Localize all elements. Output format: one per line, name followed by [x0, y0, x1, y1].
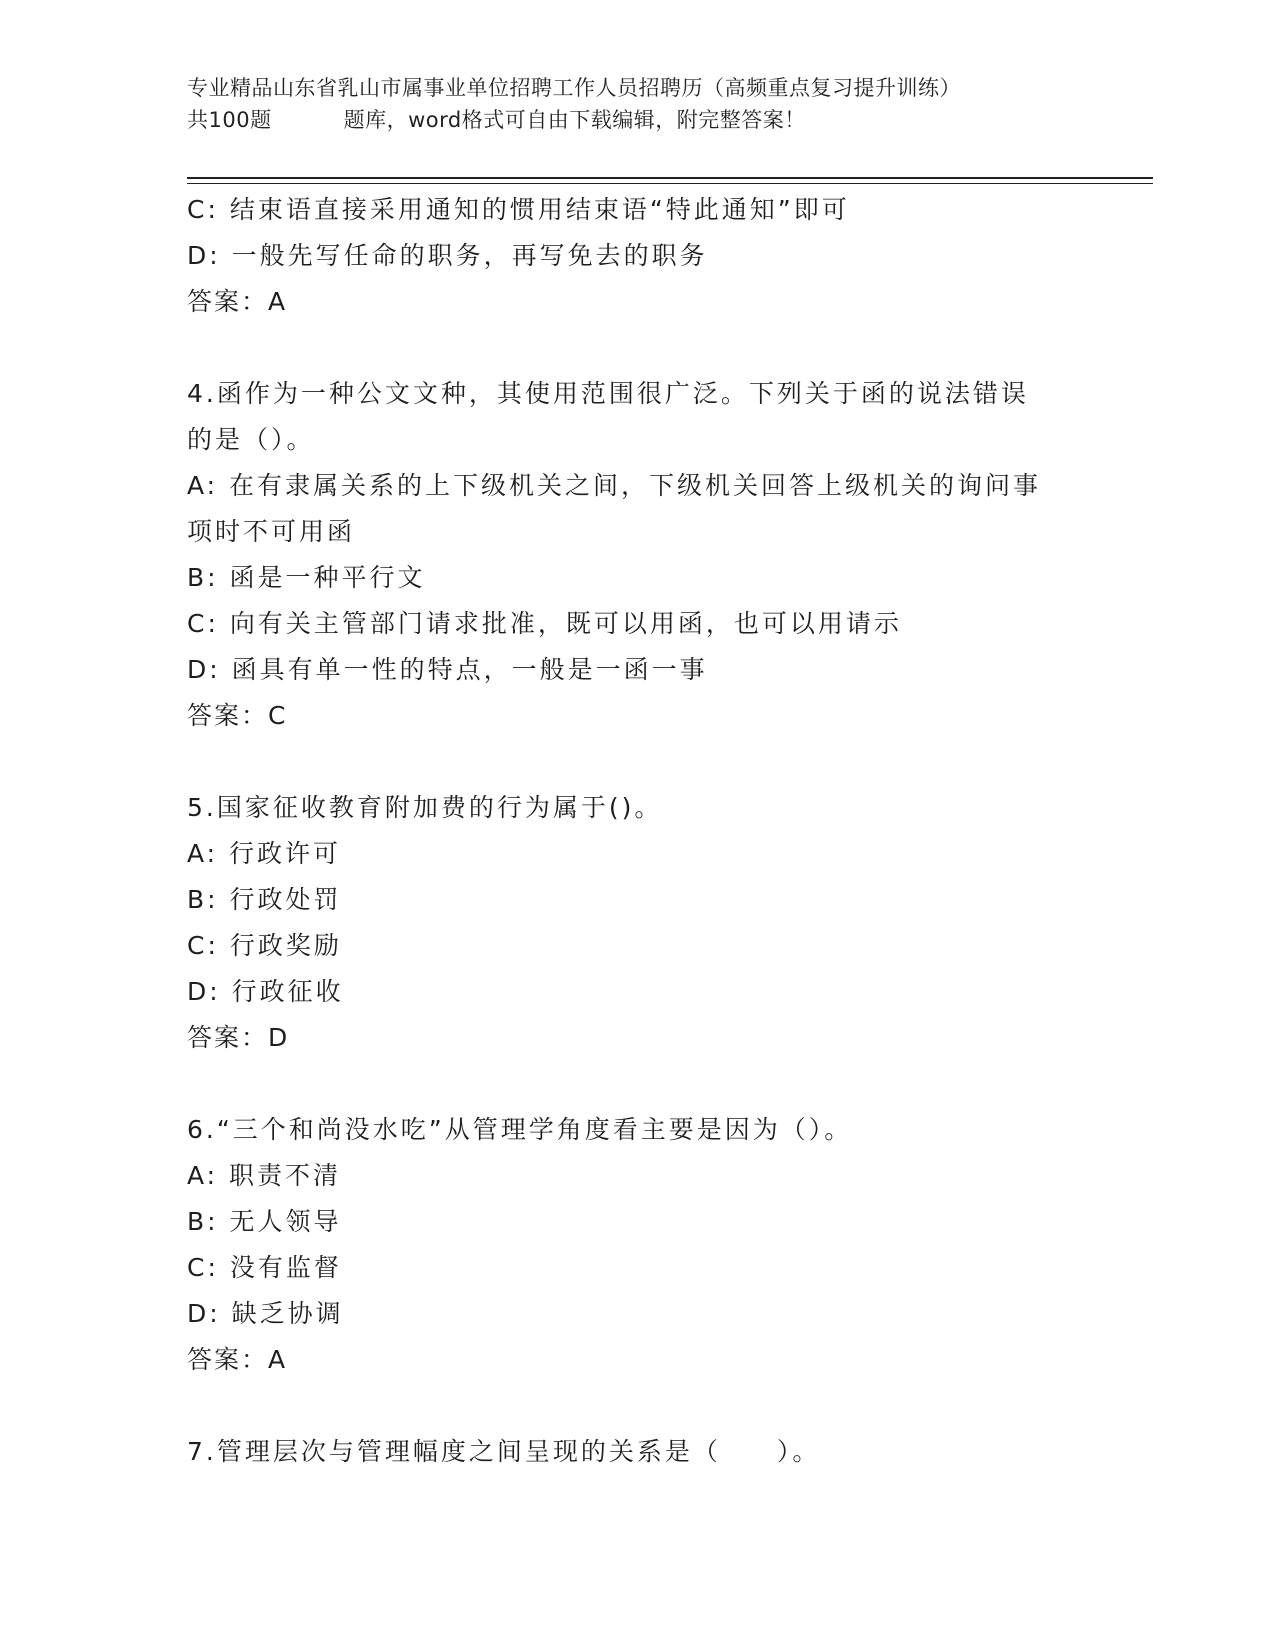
- answer-line: 答案：C: [187, 701, 288, 730]
- option-a: A: 职责不清: [187, 1161, 342, 1190]
- answer-value: C: [268, 701, 288, 730]
- option-c: C: 向有关主管部门请求批准，既可以用函，也可以用请示: [187, 609, 902, 638]
- answer-line: 答案：A: [187, 287, 288, 316]
- header-subtitle: [187, 104, 1087, 136]
- header-title: 专业精品山东省乳山市属事业单位招聘工作人员招聘历（高频重点复习提升训练）: [187, 76, 961, 100]
- option-d: D: 一般先写任命的职务，再写免去的职务: [187, 241, 708, 270]
- option-b: B: 无人领导: [187, 1207, 342, 1236]
- question-stem: 4.函作为一种公文文种，其使用范围很广泛。下列关于函的说法错误: [187, 379, 1029, 408]
- question-stem: 6.“三个和尚没水吃”从管理学角度看主要是因为（）。: [187, 1115, 853, 1144]
- question-stem-cont: 的是（）。: [187, 425, 315, 454]
- question-number: 4.: [187, 379, 217, 408]
- answer-value: A: [268, 1345, 288, 1374]
- answer-value: D: [268, 1023, 290, 1052]
- answer-value: A: [268, 287, 288, 316]
- header-divider-thick: [187, 177, 1153, 179]
- option-a: A: 行政许可: [187, 839, 342, 868]
- question-4: [187, 371, 1087, 739]
- question-6: [187, 1107, 1087, 1383]
- option-b: B: 行政处罚: [187, 885, 342, 914]
- question-list: [187, 187, 1087, 1475]
- option-d: D: 函具有单一性的特点，一般是一函一事: [187, 655, 708, 684]
- question-5: [187, 785, 1087, 1061]
- option-d: D: 行政征收: [187, 977, 344, 1006]
- question-7: [187, 1429, 1087, 1475]
- question-number: 7.: [187, 1437, 217, 1466]
- option-b: B: 函是一种平行文: [187, 563, 426, 592]
- question-stem: 5.国家征收教育附加费的行为属于()。: [187, 793, 663, 822]
- answer-line: 答案：A: [187, 1345, 288, 1374]
- question-3-continuation: [187, 187, 1087, 325]
- option-a: A: 在有隶属关系的上下级机关之间，下级机关回答上级机关的询问事: [187, 471, 1042, 500]
- question-count: 共100题: [187, 108, 272, 132]
- option-c: C: 行政奖励: [187, 931, 342, 960]
- option-a-cont: 项时不可用函: [187, 517, 356, 546]
- option-c: C: 没有监督: [187, 1253, 342, 1282]
- question-number: 5.: [187, 793, 217, 822]
- document-header: [187, 72, 1087, 136]
- header-divider-thin: [187, 183, 1153, 184]
- question-stem: 7.管理层次与管理幅度之间呈现的关系是（ ）。: [187, 1437, 821, 1466]
- option-d: D: 缺乏协调: [187, 1299, 344, 1328]
- option-c: C: 结束语直接采用通知的惯用结束语“特此通知”即可: [187, 195, 850, 224]
- header-note: 题库，word格式可自由下载编辑，附完整答案！: [343, 108, 806, 132]
- question-number: 6.: [187, 1115, 217, 1144]
- answer-line: 答案：D: [187, 1023, 290, 1052]
